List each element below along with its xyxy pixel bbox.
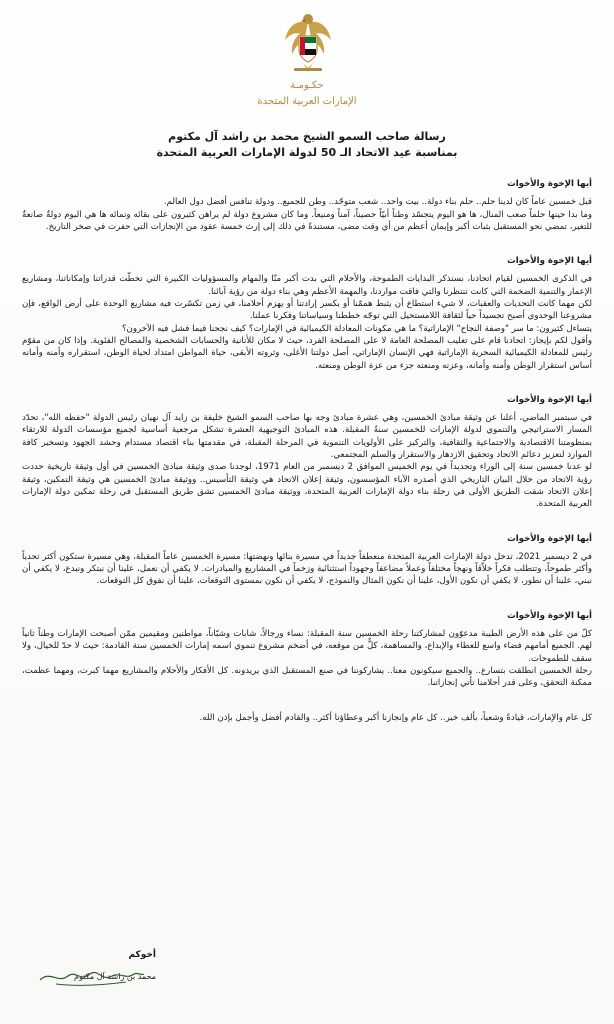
handwritten-signature [36,962,146,988]
letter-subtitle: بمناسبة عيد الاتحاد الـ 50 لدولة الإمارات العربية المتحدة [156,146,458,159]
letter-body [22,178,592,724]
paragraph: وما بدا حينها حلماً صعب المنال، ها هو اليوم يتجسّد وطناً أبيّاً حصيناً، آمناً ومنيعاً. وما كان مشروع دولة لم يراهن كثيرون على بقائه ونمائه ها هي اليوم دولةٌ صانعةٌ للتغير، تمضي نحو المستقبل بثبات أكبر وإيمان أعظم من أي وقت مضى، مستندةً في ذلك إلى إرث خمسة عقود من الإنجازات التي حفرت في صخر التاريخ. [22,209,592,232]
paragraph: رحلة الخمسين انطلقت بتسارع.. والجميع سيكونون معنا.. يشاركوننا في صنع المستقبل الذي يريدونه. كل الأفكار والأحلام والمشاريع مهما كبرت، ومهما عظمت، ممكنة التحقق، وعلى قدر أحلامنا تأتي إنجازاتنا. [22,665,592,689]
paragraph: لكن مهما كانت التحديات والعقبات، لا شيء استطاع أن يثبط هممّنا أو يكسر إرادتنا أو يهزم أحلامنا، في زمن تكسّرت فيه مشاريع الوحدة على أرض الواقع، فإن مشروعنا الوحدوي أصبح تجسيداً حياً لثقافة اللامستحيل التي توجّه خططنا وسياساتنا وفكرنا عملنا. [22,299,592,322]
paragraph: وأقول لكم بإيجاز: اتحادنا قام على تغليب المصلحة العامة لا على المصلحة الفرد، حيث لا مكان للأنانية والحسابات الشخصية والمصالح الفئوية. وإذا كان من مقوّم رئيس للمعادلة الكيميائية السحرية الإماراتية فهي الإنسان الإماراتي، أصل دولتنا الأغلى، وثروته الأبقى، حياة المواطن امتداد لحياة الوطن، استقراره وأمنه وأمانه أساس استقرار الوطن وأمنه وأمانه، وعزته ومنعته جزء من عزة الوطن ومنعته. [22,335,592,371]
greeting: أيها الإخوة والأخوات [507,179,592,189]
paragraph: في الذكرى الخمسين لقيام اتحادنا، نستذكر البدايات الطموحة، والأحلام التي بدت أكبر منّا والمهام والمسؤوليات الكبيرة التي تخطّت قدراتنا وإمكاناتنا، ومشاريع الإعمار والتنمية الضخمة التي كانت تنتظرنا والتي فاقت مواردنا، والمهمة الأعظم وهي بناء دولة من رؤية آبائنا. [22,274,592,297]
uae-label: الإمارات العربية المتحدة [257,96,357,107]
uae-falcon-emblem-icon [282,10,334,74]
letter-title: رسالة صاحب السمو الشيخ محمد بن راشد آل مكتوم [168,130,446,143]
signoff-name: محمد بن راشد آل مكتوم [74,972,156,981]
greeting: أيها الإخوة والأخوات [507,533,592,544]
greeting: أيها الإخوة والأخوات [507,256,592,267]
greeting: أيها الإخوة والأخوات [507,610,592,621]
paragraph: كلّ من على هذه الأرض الطيبة مدعوّون لمشاركتنا رحلة الخمسين سنة المقبلة: نساء ورجالاً، شابات وشبّاناً، مواطنين ومقيمين ممّن أصبحت الإمارات وطناً ثانياً لهم. الجميع أمامهم فضاء واسع للعطاء والإبداع، والمساهمة، كلٌّ من موقعه، في أضخم مشروع تنموي اسمه إمارات الخمسين سنة القادمة: حيث لا حدّ للخيال، ولا سقف للطموحات. [22,629,592,664]
government-label: حكـومـة [290,80,324,91]
paragraph: قبل خمسين عاماً كان لدينا حلم.. حلم بناء دولة.. بيت واحد.. شعب متوحّد.. وطن للجميع.. ودولة تنافس أفضل دول العالم. [163,197,592,208]
section-2 [22,255,592,372]
paragraph: يتساءل كثيرون: ما سر "وصفة النجاح" الإماراتية؟ ما هي مكونات المعادلة الكيميائية في الإمارات؟ كيف نجحنا فيما فشل فيه الآخرون؟ [121,323,592,334]
greeting: أيها الإخوة والأخوات [507,394,592,405]
paragraph: في 2 ديسمبر 2021، تدخل دولة الإمارات العربية المتحدة منعطفاً جديداً في مسيرة بنائها ونهضتها: مسيرة الخمسين عاماً المقبلة، وهي مسيرة ستكون أكثر تحدياً وأكثر طموحاً، وتتطلب فكراً خلاّقاً ونهجاً مختلفاً وعملاً مضاعفاً وجهوداً استثنائية وزخماً في المشاريع والمبادرات. لا يكفي أن نعمل، علينا أن نبتكر ونبدع، لا يكفي أن نبني، علينا أن نطور، لا يكفي أن نكون الأول، علينا أن نكون المثال والنموذج، لا يكفي أن نكون بمستوى التوقعات، علينا أن نفوق كل التوقعات. [22,551,592,587]
signoff-brother: أخوكم [128,950,156,960]
section-1 [22,178,592,233]
section-4 [22,533,592,588]
closing-paragraph: كل عام والإمارات، قيادةً وشعباً، بألف خير.. كل عام وإنجازنا أكبر وعطاؤنا أكثر.. والقادم أفضل وأجمل بإذن الله. [199,712,592,723]
section-5 [22,610,592,690]
paragraph: في سبتمبر الماضي، أعلنا عن وثيقة مبادئ الخمسين، وهي عشرة مبادئ وجه بها صاحب السمو الشيخ خليفة بن زايد آل نهيان رئيس الدولة "حفظه الله"، تحدّد المسار الاستراتيجي والتنموي لدولة الإمارات للخمسين سنةً المقبلة. هذه المبادئ التوجيهية العشرة تشكل مرجعية أساسية لجميع مؤسسات الدولة للارتقاء بمنظومتنا الاقتصادية والاجتماعية والثقافية، والتركيز على الأولويات التنموية في المرحلة المقبلة، في مقدمتها بناء اقتصاد مستدام وحشد الجهود وتسخير كافة الموارد لتعزيز دعائم الاتحاد وتحقيق الازدهار والاستقرار والسلم المجتمعي. [22,413,592,461]
paragraph: لو عدنا خمسين سنة إلى الوراء وتحديداً في يوم الخميس الموافق 2 ديسمبر من العام 1971، لوجدنا صدى وثيقة مبادئ الخمسين في أول وثيقة تاريخية حددت رؤية الاتحاد من خلال البيان التاريخي الذي أصدره الآباء المؤسسون، وثيقة إعلان الاتحاد هي وثيقة التأسيس.. ووثيقة مبادئ الخمسين هي وثيقة التمكين، وثيقة إعلان الاتحاد شقت الطريق الأولى في رحلة بناء دولة الإمارات العربية المتحدة، ووثيقة مبادئ الخمسين تشق طريق المستقبل في رحلة تمكين دولة الإمارات العربية المتحدة. [22,462,592,510]
signoff [36,950,156,981]
section-3 [22,394,592,511]
